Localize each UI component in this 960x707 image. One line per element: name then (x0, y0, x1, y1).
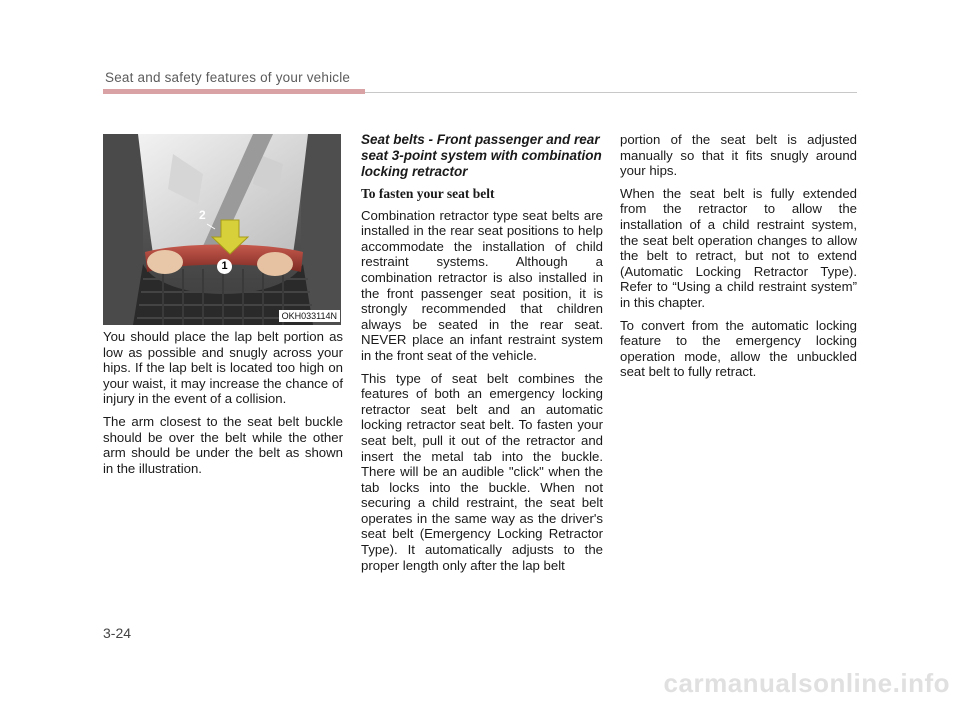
illustration-graphic (103, 134, 341, 325)
watermark: carmanualsonline.info (663, 668, 950, 698)
header-rule-accent (103, 89, 365, 94)
column-1 (103, 329, 343, 483)
header-rule-line (365, 92, 857, 93)
column3-paragraph: To convert from the automatic locking feature to the emergency locking operation mode, allow the unbuckled seat belt to fully retract. (620, 317, 857, 380)
column2-paragraph: This type of seat belt combines the features of both an emergency locking retractor seat belt and an automatic locking retractor seat belt. To fasten your seat belt, pull it out of the retractor and insert the metal tab into the buckle. There will be an audible "click" when the tab locks into the buckle. When not securing a child restraint, the seat belt operates in the same way as the driver's seat belt (Emergency Locking Retractor Type). It automatically adjusts to the proper length only after the lap belt (361, 370, 603, 573)
page-number: 3-24 (103, 625, 132, 641)
column1-paragraph: The arm closest to the seat belt buckle should be over the belt while the other arm should be under the belt as shown in the illustration. (103, 413, 343, 476)
seat-belt-illustration (103, 134, 341, 325)
column3-paragraph: portion of the seat belt is adjusted manually so that it fits snugly around your hips. (620, 132, 857, 179)
column-3 (620, 132, 857, 387)
column3-paragraph: When the seat belt is fully extended from the retractor to allow the installation of a child restraint system, the seat belt operation changes to allow the belt to retract, but not to extend (Automatic Locking Retractor Type). Refer to “Using a child restraint system” in this chapter. (620, 185, 857, 310)
figure-code: OKH033114N (279, 310, 340, 322)
section-heading: Seat belts - Front passenger and rear seat 3-point system with combination locking retractor (361, 132, 602, 179)
callout-1-label: 1 (221, 260, 228, 272)
callout-2-label: 2 (199, 208, 206, 222)
callout-1-badge (217, 259, 232, 274)
column1-paragraph: You should place the lap belt portion as low as possible and snugly across your hips. If the lap belt is located too high on your waist, it may increase the chance of injury in the event of a collision. (103, 329, 343, 407)
page-header-title: Seat and safety features of your vehicle (105, 70, 351, 85)
column2-paragraph: Combination retractor type seat belts are installed in the rear seat positions to help accommodate the installation of child restraint systems. Although a combination retractor is also installed in the front passenger seat position, it is strongly recommended that children always be seated in the rear seat. NEVER place an infant restraint system in the front seat of the vehicle. (361, 207, 603, 363)
subsection-heading: To fasten your seat belt (361, 186, 495, 201)
column-2 (361, 132, 603, 580)
